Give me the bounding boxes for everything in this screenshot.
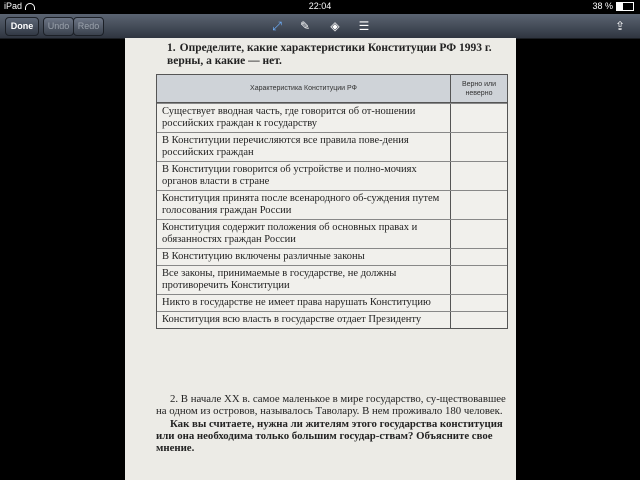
battery-status: 38 % [592,1,634,11]
battery-icon [616,2,634,11]
battery-fill [617,3,623,10]
row-text: Никто в государстве не имеет права нарушать Конституцию [157,295,451,311]
table-row [157,294,507,311]
row-text: Конституция всю власть в государстве отдает Президенту [157,312,451,328]
row-text: В Конституцию включены различные законы [157,249,451,265]
clock: 22:04 [308,1,332,11]
pen-icon[interactable]: ✎ [299,19,311,33]
row-text: Все законы, принимаемые в государстве, не должны противоречить Конституции [157,266,451,294]
redo-button[interactable]: Redo [73,17,104,36]
status-bar [0,0,640,14]
done-button[interactable]: Done [5,17,39,36]
answer-cell[interactable] [451,162,507,190]
row-text: Существует вводная часть, где говорится об от-ношении российских граждан к государству [157,104,451,132]
table-row [157,219,507,248]
answer-cell[interactable] [451,249,507,265]
table-row [157,132,507,161]
table-row [157,265,507,294]
question-1-text: Определите, какие характеристики Конституции РФ 1993 г. верны, а какие — нет. [167,42,492,67]
eraser-icon[interactable]: ◈ [330,19,340,33]
question-2 [156,393,510,454]
answer-cell[interactable] [451,266,507,294]
table-row [157,190,507,219]
answer-cell[interactable] [451,220,507,248]
notes-icon[interactable]: ☰ [358,19,370,33]
table-header [157,75,507,103]
row-text: В Конституции говорится об устройстве и полно-мочиях органов власти в стране [157,162,451,190]
table-row [157,311,507,328]
expand-icon[interactable]: ⤢ [272,19,282,33]
question-1 [167,42,507,68]
document-page [125,38,516,480]
row-text: В Конституции перечисляются все правила пове-дения российских граждан [157,133,451,161]
row-text: Конституция содержит положения об основных правах и обязанностях граждан России [157,220,451,248]
answer-cell[interactable] [451,104,507,132]
header-characteristic: Характеристика Конституции РФ [157,75,451,102]
toolbar [0,14,640,39]
table-row [157,161,507,190]
characteristics-table [156,74,508,329]
question-1-number: 1. [167,42,176,54]
answer-cell[interactable] [451,133,507,161]
answer-cell[interactable] [451,295,507,311]
header-true-false: Верно или неверно [461,81,497,97]
answer-cell[interactable] [451,191,507,219]
share-icon[interactable]: ⇪ [614,19,626,33]
question-2-text: 2. В начале XX в. самое маленькое в мире государство, су-ществовавшее на одном из островов, называлось Таволару. В нем проживало 180 человек. [156,393,506,418]
undo-button[interactable]: Undo [43,17,74,36]
answer-cell[interactable] [451,312,507,328]
device-label: iPad [4,1,35,11]
table-row [157,248,507,265]
row-text: Конституция принята после всенародного об-суждения путем голосования граждан России [157,191,451,219]
table-row [157,103,507,132]
question-2-ask: Как вы считаете, нужна ли жителям этого государства конституция или она необходима только большим государ-ствам? Объясните свое мнение. [156,417,503,455]
